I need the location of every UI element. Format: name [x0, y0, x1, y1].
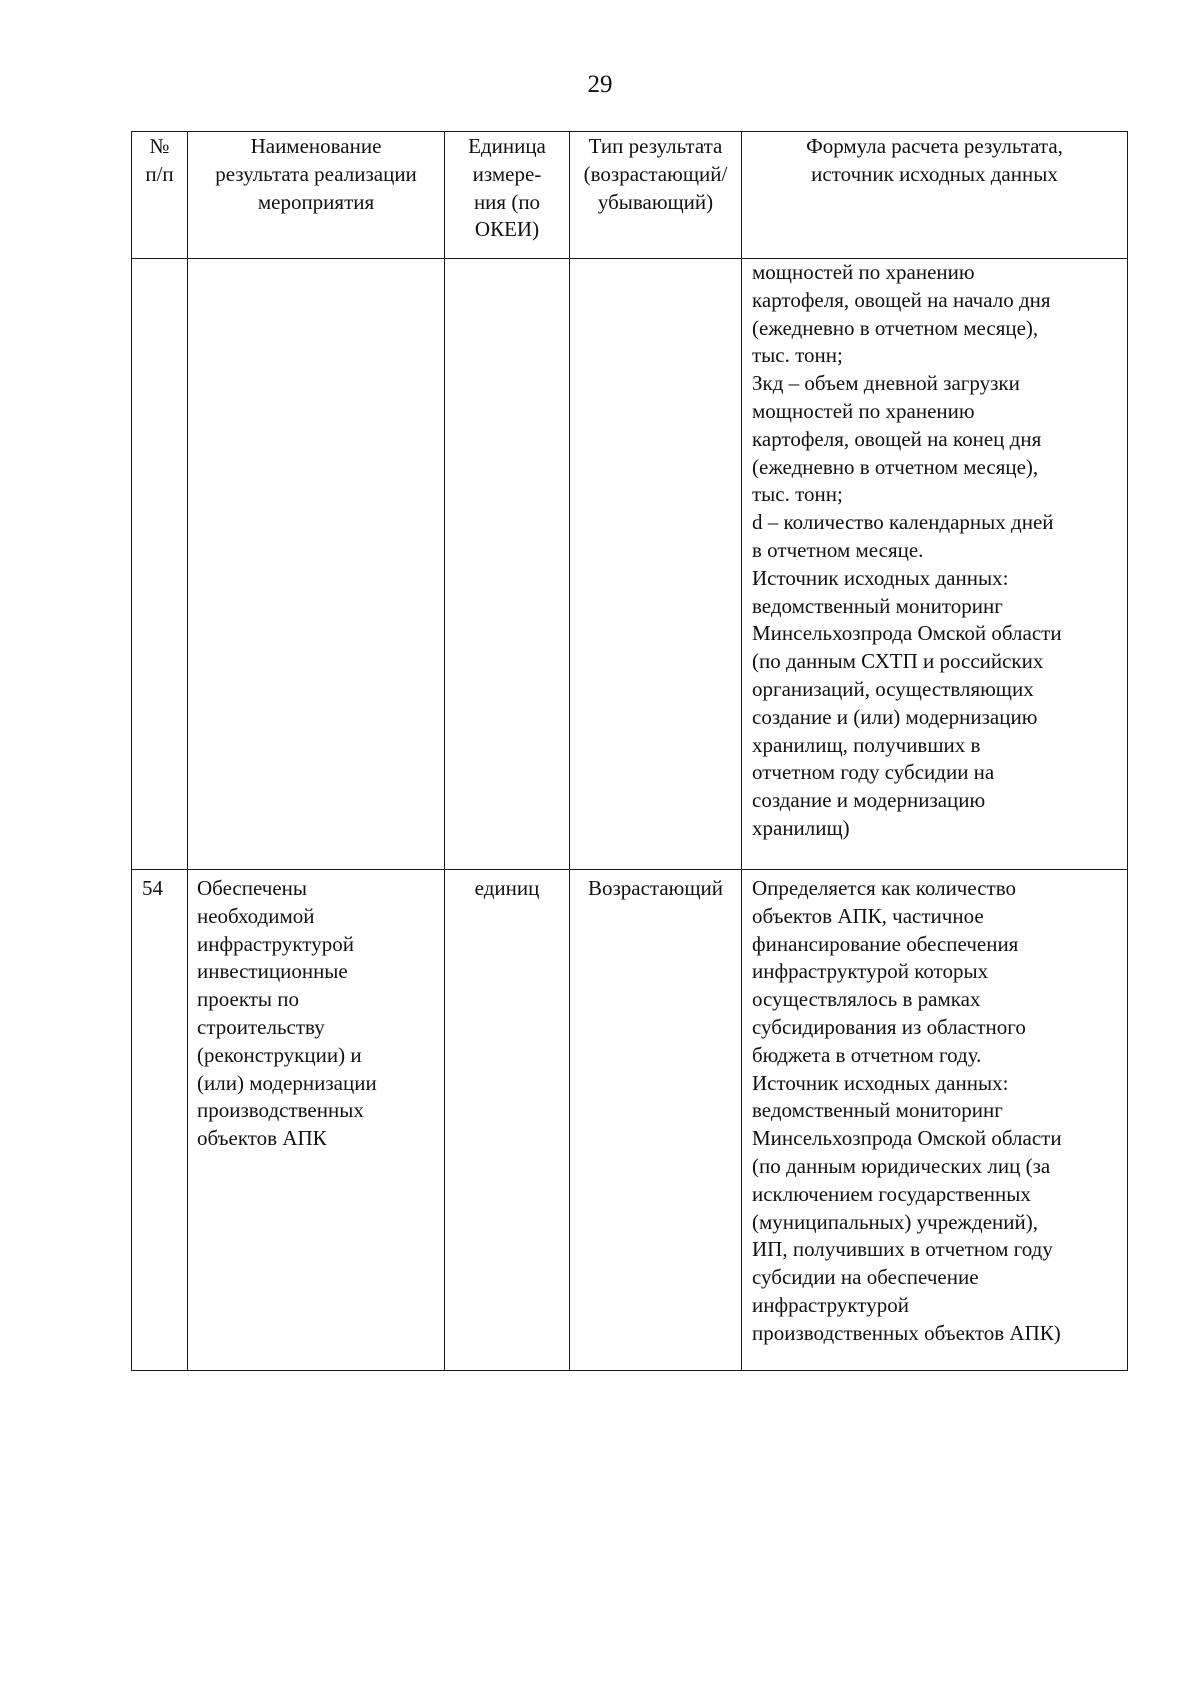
header-num: [132, 132, 188, 259]
text-line: Наименование: [250, 134, 382, 158]
text-line: субсидирования из областного: [752, 1014, 1026, 1039]
row-formula-cell: [742, 259, 1128, 870]
text-line: создание и (или) модернизацию: [752, 704, 1038, 729]
text-line: хранилищ, получивших в: [752, 732, 981, 757]
text-line: исключением государственных: [752, 1181, 1031, 1206]
text-line: бюджета в отчетном году.: [752, 1042, 982, 1067]
text-line: источник исходных данных: [811, 161, 1058, 186]
results-table: [131, 131, 1128, 1371]
text-line: финансирование обеспечения: [752, 931, 1019, 956]
table-row: [132, 870, 1128, 1371]
text-line: (ежедневно в отчетном месяце),: [752, 454, 1039, 479]
header-formula: [742, 132, 1128, 259]
row-formula-cell: [742, 870, 1128, 1371]
text-line: Источник исходных данных:: [752, 565, 1009, 590]
text-line: Тип результата: [588, 134, 723, 158]
text-line: ведомственный мониторинг: [752, 1098, 1003, 1123]
text-line: хранилищ): [752, 815, 850, 840]
text-line: (возрастающий/: [583, 161, 728, 186]
text-line: измере-: [472, 161, 542, 186]
text-line: Источник исходных данных:: [752, 1070, 1009, 1095]
text-line: Минсельхозпрода Омской области: [752, 621, 1062, 646]
text-line: картофеля, овощей на конец дня: [752, 426, 1042, 451]
header-name: [188, 132, 445, 259]
row-name-cell: [188, 259, 445, 870]
text-line: (по данным СХТП и российских: [752, 649, 1044, 674]
text-line: тыс. тонн;: [752, 343, 843, 368]
text-line: объектов АПК: [197, 1126, 327, 1151]
text-line: Минсельхозпрода Омской области: [752, 1126, 1062, 1151]
text-line: ИП, получивших в отчетном году: [752, 1237, 1053, 1262]
text-line: организаций, осуществляющих: [752, 676, 1034, 701]
text-line: отчетном году субсидии на: [752, 760, 995, 785]
text-line: субсидии на обеспечение: [752, 1265, 979, 1290]
text-line: ОКЕИ): [474, 217, 540, 242]
text-line: Обеспечены: [197, 876, 308, 900]
text-line: в отчетном месяце.: [752, 537, 924, 562]
text-line: объектов АПК, частичное: [752, 903, 984, 928]
text-line: тыс. тонн;: [752, 482, 843, 507]
page-number: 29: [587, 71, 613, 98]
text-line: ния (по: [473, 189, 541, 214]
text-line: мероприятия: [257, 189, 375, 214]
text-line: Формула расчета результата,: [806, 134, 1063, 158]
text-line: результата реализации: [215, 161, 417, 186]
text-line: (муниципальных) учреждений),: [752, 1209, 1038, 1234]
text-line: инвестиционные: [197, 959, 348, 984]
text-line: Зкд – объем дневной загрузки: [752, 371, 1020, 396]
text-line: d – количество календарных дней: [752, 510, 1054, 535]
text-line: убывающий): [597, 189, 714, 214]
text-line: ведомственный мониторинг: [752, 593, 1003, 618]
row-type-cell: Возрастающий: [570, 870, 742, 1371]
text-line: проекты по: [197, 987, 300, 1012]
row-type-cell: [570, 259, 742, 870]
text-line: осуществлялось в рамках: [752, 987, 981, 1012]
text-line: производственных объектов АПК): [752, 1320, 1061, 1345]
text-line: инфраструктурой: [752, 1292, 909, 1317]
text-line: (по данным юридических лиц (за: [752, 1153, 1051, 1178]
text-line: производственных: [197, 1098, 364, 1123]
text-line: инфраструктурой: [197, 931, 354, 956]
row-name-cell: [188, 870, 445, 1371]
text-line: (реконструкции) и: [197, 1042, 362, 1067]
row-unit-cell: [445, 259, 570, 870]
text-line: п/п: [145, 161, 174, 186]
row-num-cell: 54: [132, 870, 188, 1371]
text-line: создание и модернизацию: [752, 788, 986, 813]
text-line: (ежедневно в отчетном месяце),: [752, 315, 1039, 340]
text-line: мощностей по хранению: [752, 398, 975, 423]
table-header-row: [132, 132, 1128, 259]
text-line: мощностей по хранению: [752, 260, 975, 284]
text-line: №: [149, 134, 170, 158]
text-line: Определяется как количество: [752, 876, 1016, 900]
row-unit-cell: единиц: [445, 870, 570, 1371]
text-line: необходимой: [197, 903, 315, 928]
text-line: строительству: [197, 1014, 325, 1039]
table-row: [132, 259, 1128, 870]
row-num-cell: [132, 259, 188, 870]
text-line: Единица: [468, 134, 546, 158]
header-type: [570, 132, 742, 259]
text-line: картофеля, овощей на начало дня: [752, 287, 1051, 312]
header-unit: [445, 132, 570, 259]
text-line: инфраструктурой которых: [752, 959, 989, 984]
text-line: (или) модернизации: [197, 1070, 377, 1095]
